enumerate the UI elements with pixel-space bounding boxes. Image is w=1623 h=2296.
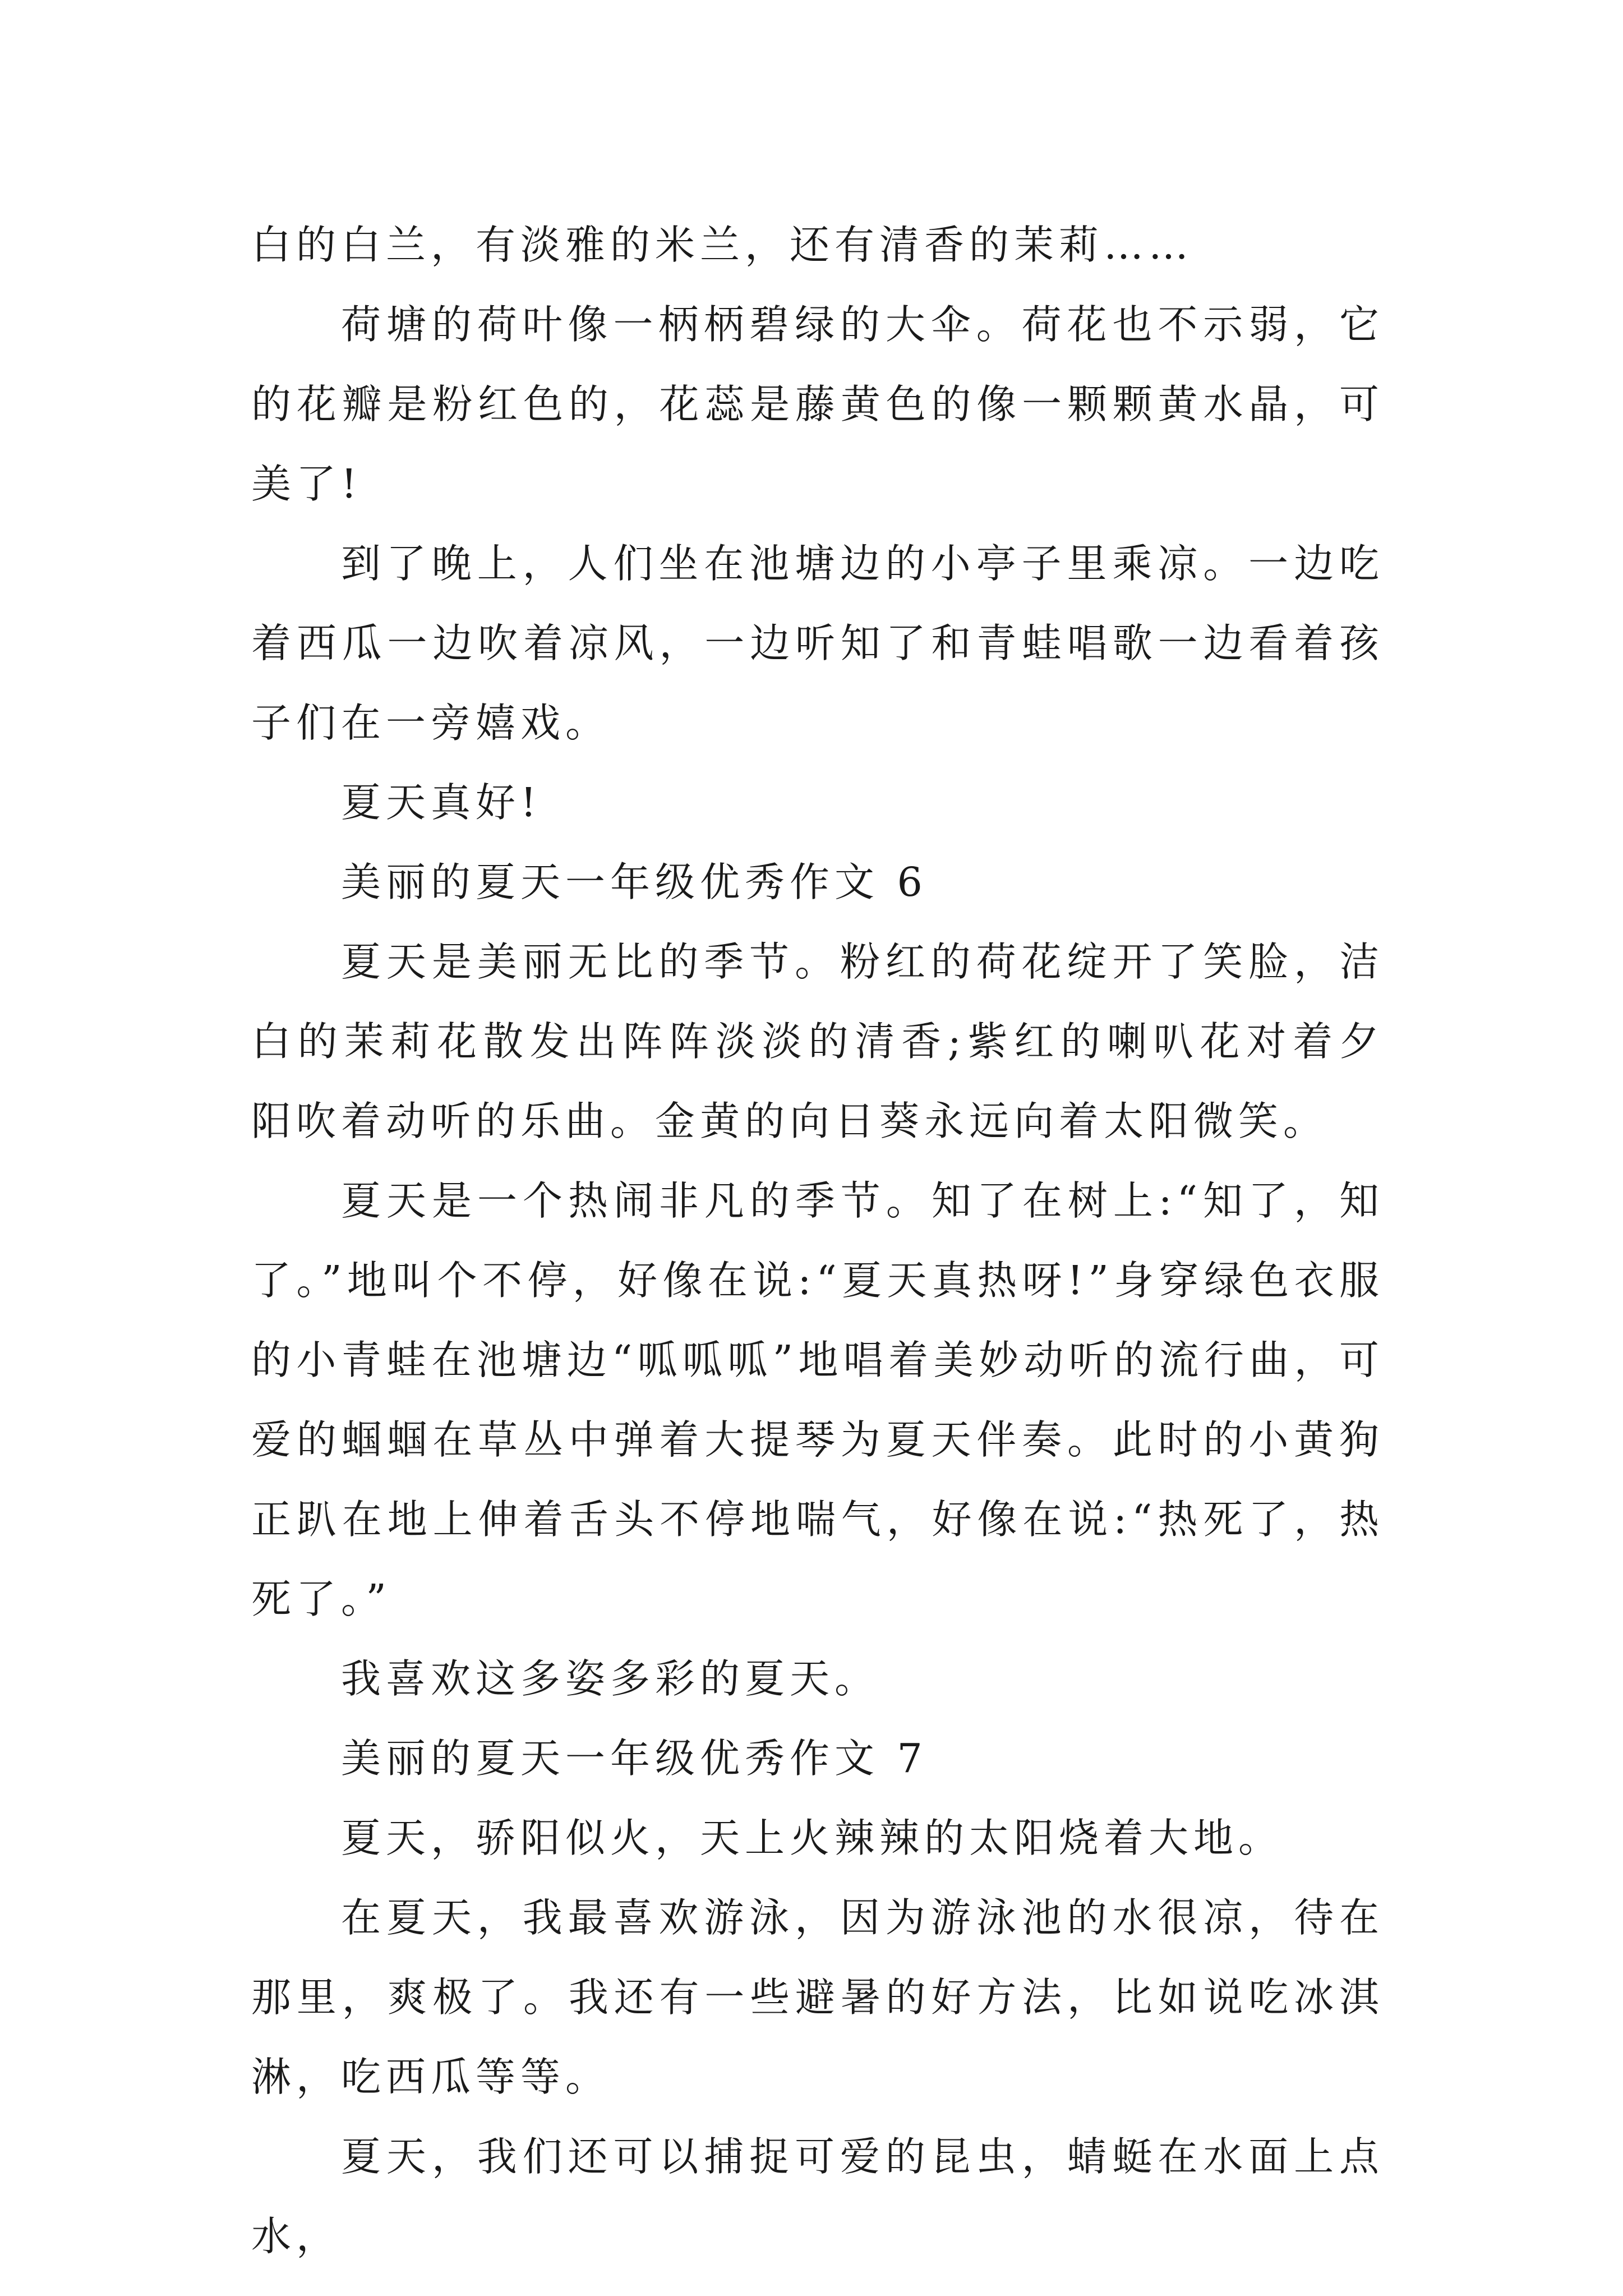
essay-text (251, 205, 1384, 2276)
essay-heading-7: 美丽的夏天一年级优秀作文 7 (341, 1735, 928, 1782)
paragraph: 我喜欢这多姿多彩的夏天。 (341, 1655, 880, 1702)
paragraph: 在夏天，我最喜欢游泳，因为游泳池的水很凉，待在那里，爽极了。我还有一些避暑的好方法，比如说吃冰淇淋，吃西瓜等等。 (251, 1894, 1384, 2100)
paragraph: 夏天真好! (341, 779, 542, 826)
paragraph: 夏天是一个热闹非凡的季节。知了在树上:“知了，知了。”地叫个不停，好像在说:“夏天真热呀!”身穿绿色衣服的小青蛙在池塘边“呱呱呱”地唱着美妙动听的流行曲，可爱的蝈蝈在草丛中弹着大提琴为夏天伴奏。此时的小黄狗正趴在地上伸着舌头不停地喘气，好像在说:“热死了，热死了。” (251, 1177, 1384, 1622)
paragraph: 夏天，我们还可以捕捉可爱的昆虫，蜻蜓在水面上点水， (251, 2133, 1384, 2260)
paragraph-continuation: 白的白兰，有淡雅的米兰，还有清香的茉莉…… (251, 222, 1194, 268)
essay-heading-6: 美丽的夏天一年级优秀作文 6 (341, 859, 928, 905)
paragraph: 荷塘的荷叶像一柄柄碧绿的大伞。荷花也不示弱，它的花瓣是粉红色的，花蕊是藤黄色的像一颗颗黄水晶，可美了! (251, 301, 1384, 507)
paragraph: 到了晚上，人们坐在池塘边的小亭子里乘凉。一边吃着西瓜一边吹着凉风，一边听知了和青蛙唱歌一边看着孩子们在一旁嬉戏。 (251, 540, 1384, 746)
paragraph: 夏天是美丽无比的季节。粉红的荷花绽开了笑脸，洁白的茉莉花散发出阵阵淡淡的清香;紫红的喇叭花对着夕阳吹着动听的乐曲。金黄的向日葵永远向着太阳微笑。 (251, 938, 1384, 1144)
paragraph: 夏天，骄阳似火，天上火辣辣的太阳烧着大地。 (341, 1815, 1284, 1861)
